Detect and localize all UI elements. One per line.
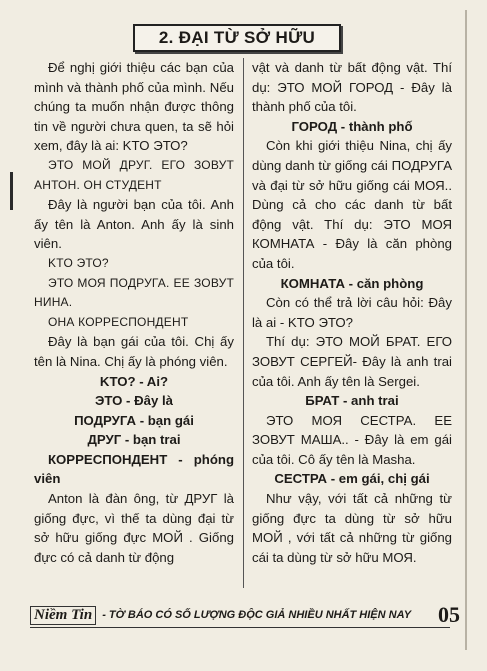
paragraph: Như vậy, với tất cả những từ giống đực ta dùng từ sở hữu МОЙ , với tất cả những từ giống cái ta dùng từ sở hữu МОЯ. bbox=[252, 491, 452, 565]
paragraph: КОРРЕСПОНДЕНТ - phóng viên bbox=[34, 451, 234, 487]
footer-slogan: - TỜ BÁO CÓ SỐ LƯỢNG ĐỘC GIẢ NHIỀU NHẤT HIỆN NAY bbox=[102, 609, 412, 621]
paragraph: ПОДРУГА - bạn gái bbox=[74, 412, 194, 428]
footer-rule bbox=[30, 627, 450, 628]
paragraph: Đây là người bạn của tôi. Anh ấy tên là Anton. Anh ấy là sinh viên. bbox=[34, 197, 234, 252]
paragraph: ЭТО МОЯ ПОДРУГА. ЕЕ ЗОВУТ НИНА. bbox=[34, 275, 234, 310]
left-column bbox=[34, 58, 234, 567]
paragraph: vật và danh từ bất động vật. Thí dụ: ЭТО МОЙ ГОРОД - Đây là thành phố của tôi. bbox=[252, 60, 452, 115]
page-title: 2. ĐẠI TỪ SỞ HỮU bbox=[133, 24, 341, 52]
paragraph: БРАТ - anh trai bbox=[305, 393, 399, 409]
paragraph: Còn có thể trả lời câu hỏi: Đây là ai - KTO ЭТО? bbox=[252, 295, 452, 330]
paragraph: КОМНАТА - căn phòng bbox=[280, 275, 424, 291]
paragraph: Thí dụ: ЭТО МОЙ БРАТ. ЕГО ЗОВУТ СЕРГЕЙ- Đây là anh trai của tôi. Anh ấy tên là Sergei. bbox=[252, 334, 452, 389]
right-column bbox=[252, 58, 452, 567]
paragraph: KTO ЭТО? bbox=[48, 255, 109, 270]
paragraph: ОНА КОРРЕСПОНДЕНТ bbox=[48, 314, 189, 329]
column-divider bbox=[243, 58, 244, 588]
paragraph: ДРУГ - bạn trai bbox=[87, 432, 181, 448]
binding-mark bbox=[10, 172, 13, 210]
paragraph: KTO? - Ai? bbox=[99, 373, 169, 389]
page-edge bbox=[465, 10, 467, 650]
paragraph: ЭТО МОЯ СЕСТРА. ЕЕ ЗОВУТ МАША.. - Đây là em gái của tôi. Cô ấy tên là Masha. bbox=[252, 412, 452, 467]
paragraph: ГОРОД - thành phố bbox=[291, 118, 413, 134]
paragraph: ЭТО - Đây là bbox=[95, 393, 173, 409]
paragraph: ЭТО МОЙ ДРУГ. ЕГО ЗОВУТ АНТОН. ОН СТУДЕНТ bbox=[34, 157, 234, 192]
paragraph: Anton là đàn ông, từ ДРУГ là giống đực, vì thế ta dùng đại từ sở hữu giống đực МОЙ . Giống đực có cả danh từ động bbox=[34, 491, 234, 565]
paragraph: Để nghị giới thiệu các bạn của mình và thành phố của mình. Nếu chúng ta muốn nhận được thông tin về người chưa quen, ta sẽ hỏi xem, đây là ai: KTO ЭТО? bbox=[34, 60, 234, 154]
paragraph: Đây là bạn gái của tôi. Chị ấy tên là Nina. Chị ấy là phóng viên. bbox=[34, 334, 234, 369]
page-number: 05 bbox=[438, 602, 460, 627]
newspaper-brand: Niềm Tin bbox=[30, 606, 96, 625]
paragraph: СЕСТРА - em gái, chị gái bbox=[274, 471, 430, 487]
footer bbox=[30, 604, 460, 626]
paragraph: Còn khi giới thiệu Nina, chị ấy dùng danh từ giống cái ПОДРУГА và đại từ sở hữu giống cái МОЯ.. Dùng cả cho các danh từ bất động vật. Thí dụ: ЭТО МОЯ КОМНАТА - Đây là căn phòng của tôi. bbox=[252, 138, 452, 271]
